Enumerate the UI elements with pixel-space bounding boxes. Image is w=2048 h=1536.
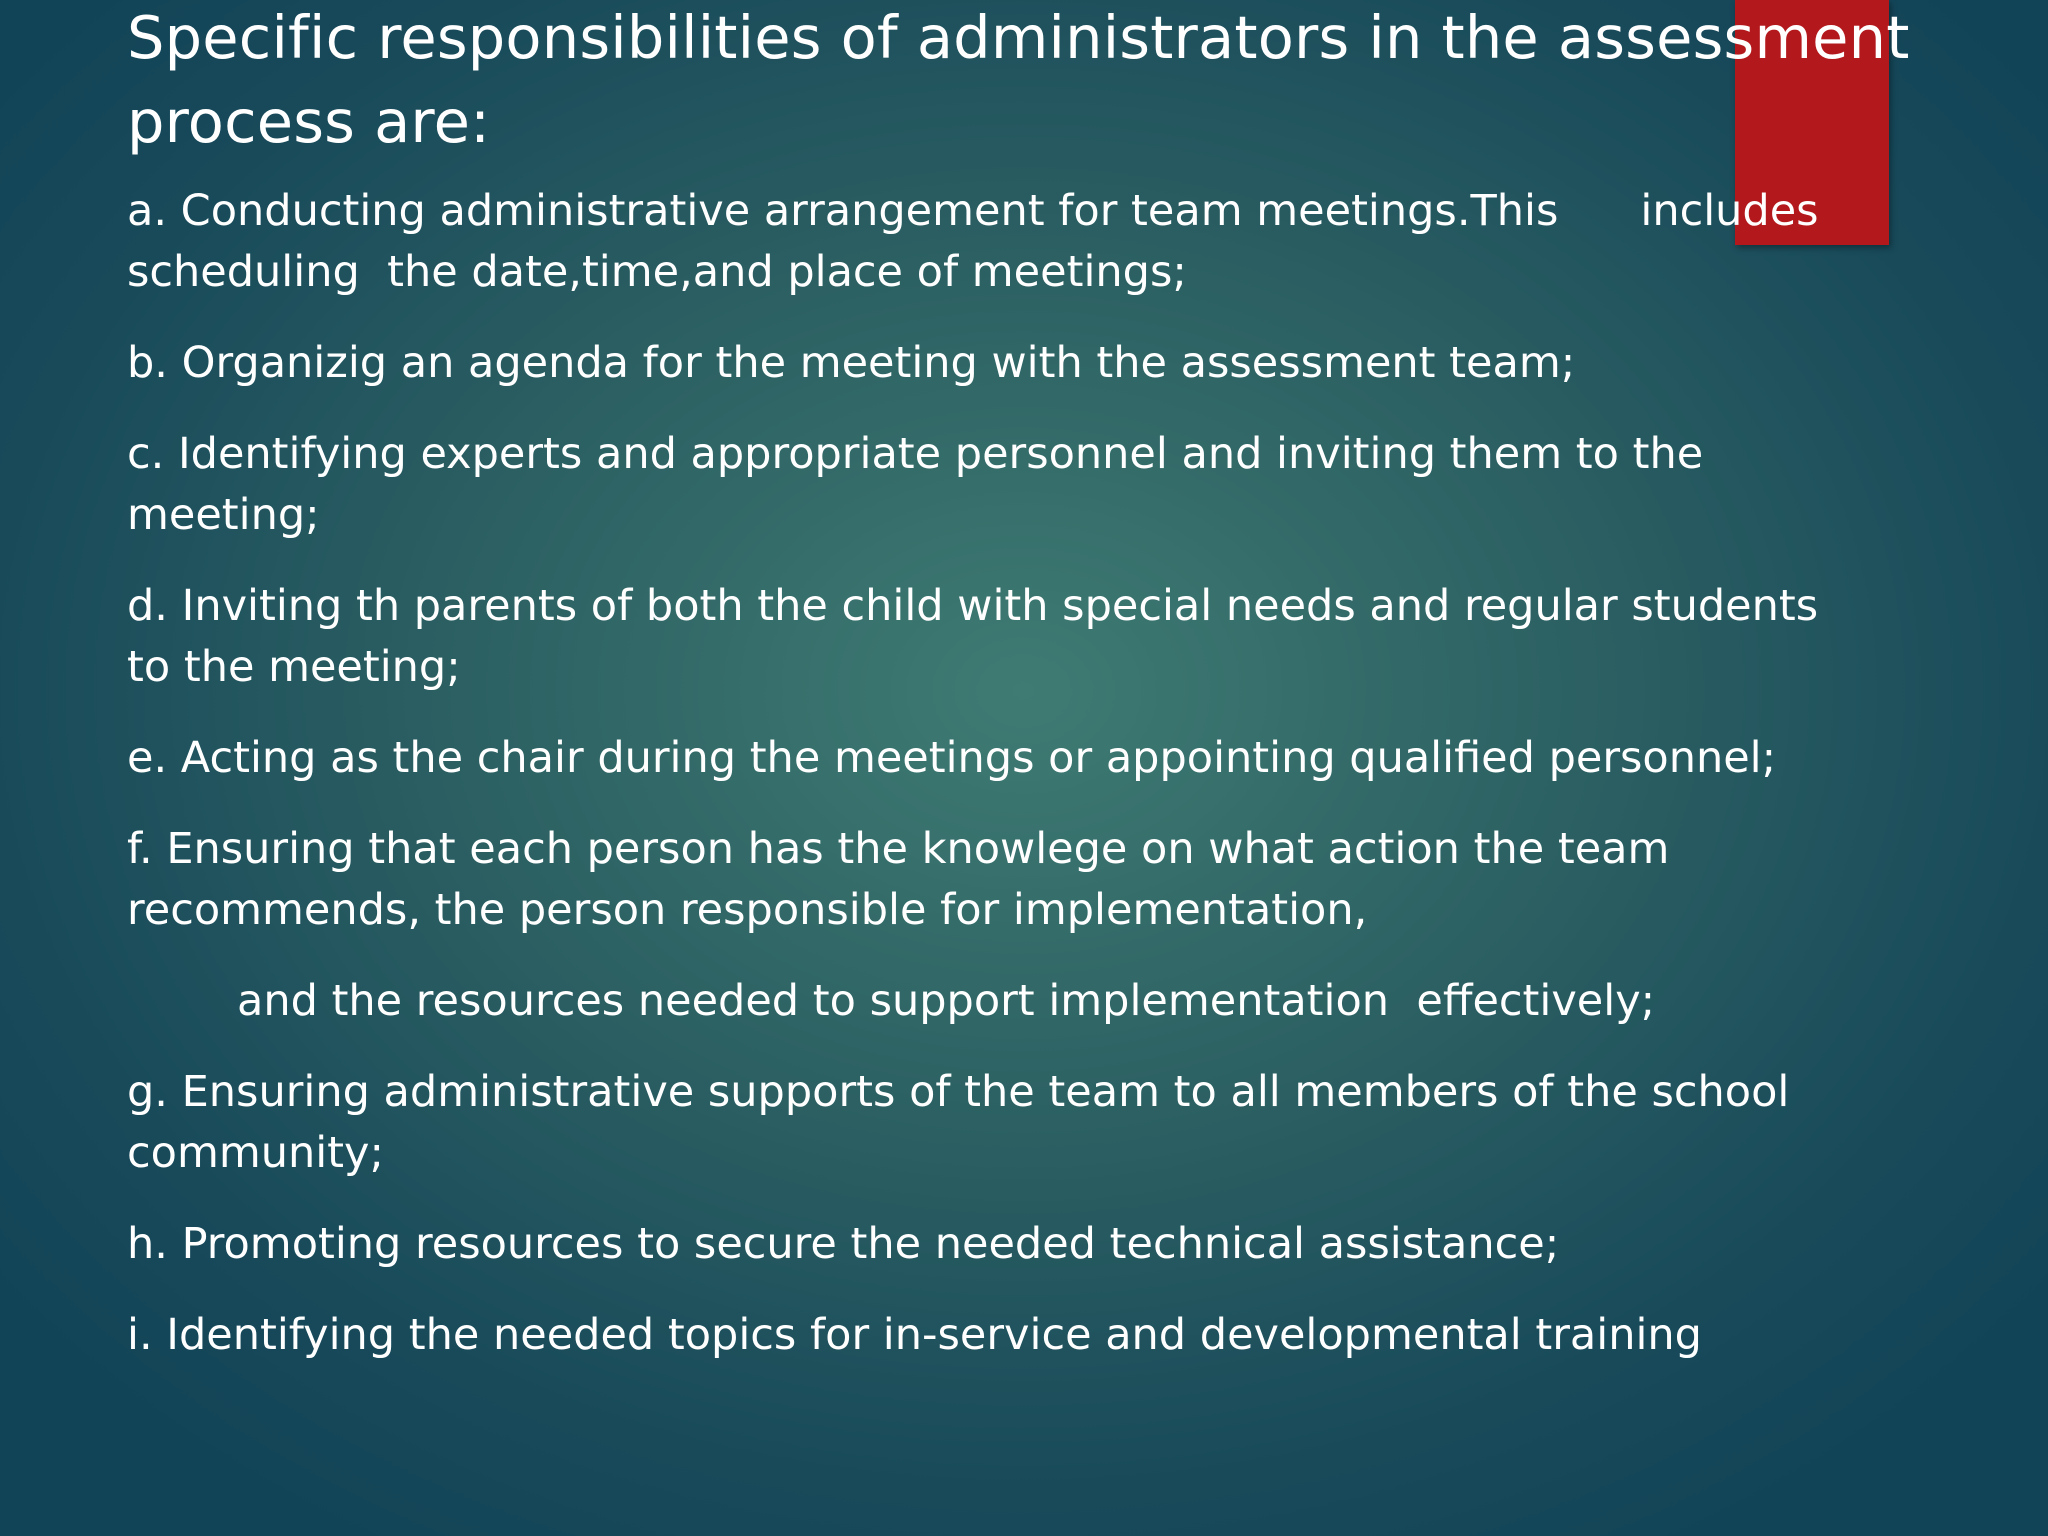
list-item-h <box>127 1214 1927 1275</box>
list-item-c <box>127 424 1927 546</box>
list-item-i-line-1: i. Identifying the needed topics for in-service and developmental training <box>127 1310 1702 1360</box>
list-item-f <box>127 819 1927 941</box>
list-item-d-line-1: d. Inviting th parents of both the child with special needs and regular students <box>127 581 1819 631</box>
responsibilities-list <box>127 181 1927 1396</box>
list-item-a <box>127 181 1927 303</box>
title-line-1: Specific responsibilities of administrators in the assessment <box>127 3 1910 72</box>
title-line-2: process are: <box>127 87 491 156</box>
list-item-e <box>127 728 1927 789</box>
list-item-g <box>127 1062 1927 1184</box>
list-item-e-line-1: e. Acting as the chair during the meetings or appointing qualified personnel; <box>127 733 1777 783</box>
list-item-f-line-1: f. Ensuring that each person has the knowlege on what action the team <box>127 824 1670 874</box>
list-item-f-continuation <box>127 971 1927 1032</box>
list-item-g-line-2: community; <box>127 1128 384 1178</box>
list-item-d <box>127 576 1927 698</box>
list-item-f-line-2: recommends, the person responsible for implementation, <box>127 885 1368 935</box>
list-item-c-line-1: c. Identifying experts and appropriate personnel and inviting them to the <box>127 429 1704 479</box>
list-item-a-line-1: a. Conducting administrative arrangement for team meetings.This includes <box>127 186 1819 236</box>
list-item-i <box>127 1305 1927 1366</box>
list-item-d-line-2: to the meeting; <box>127 642 461 692</box>
list-item-f-continuation-line: and the resources needed to support implementation effectively; <box>237 976 1656 1026</box>
list-item-h-line-1: h. Promoting resources to secure the needed technical assistance; <box>127 1219 1560 1269</box>
list-item-a-line-2: scheduling the date,time,and place of meetings; <box>127 247 1187 297</box>
list-item-c-line-2: meeting; <box>127 490 320 540</box>
list-item-b <box>127 333 1927 394</box>
list-item-g-line-1: g. Ensuring administrative supports of the team to all members of the school <box>127 1067 1790 1117</box>
slide-title <box>127 0 1967 164</box>
list-item-b-line-1: b. Organizig an agenda for the meeting with the assessment team; <box>127 338 1576 388</box>
